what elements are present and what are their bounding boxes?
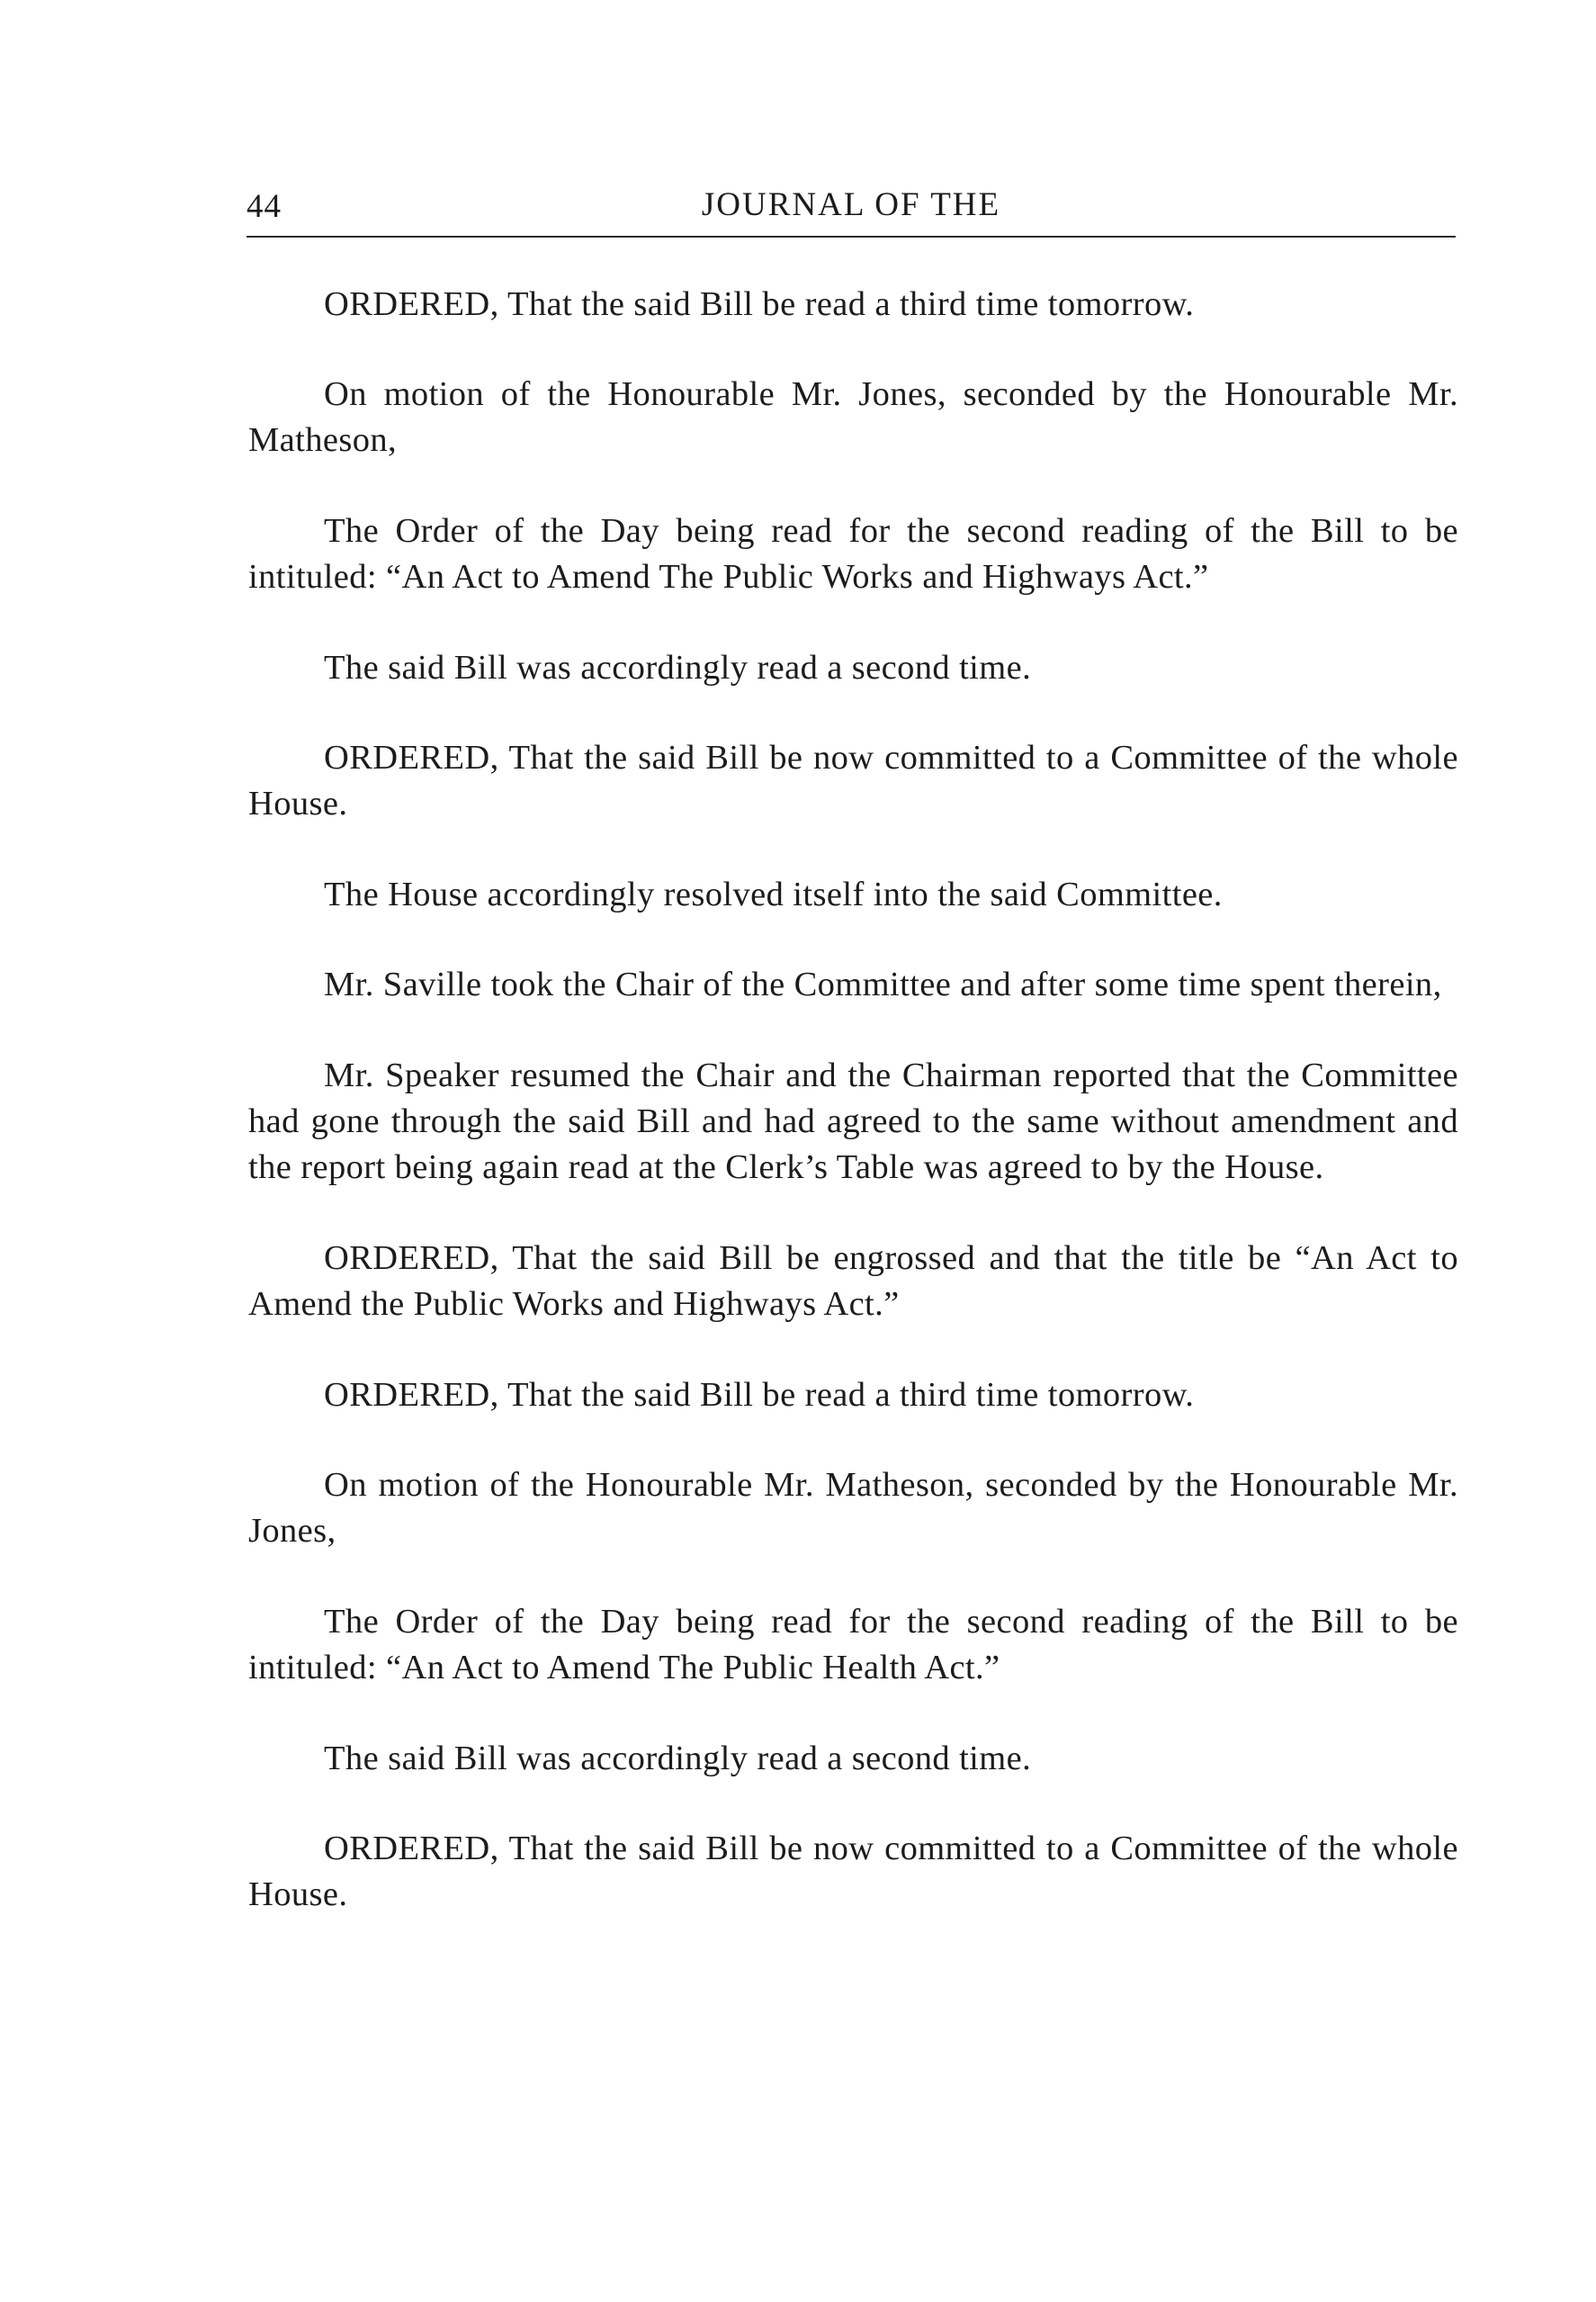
running-head: JOURNAL OF THE	[701, 186, 1001, 223]
paragraph-order-of-day-public-works: The Order of the Day being read for the second reading of the Bill to be intituled: “An Act to Amend The Public Works and Highways Act.”	[248, 512, 1458, 596]
paragraph-motion-jones: On motion of the Honourable Mr. Jones, seconded by the Honourable Mr. Matheson,	[248, 375, 1458, 459]
page-header	[247, 180, 1456, 238]
page-number: 44	[247, 188, 282, 225]
paragraph-saville-chair: Mr. Saville took the Chair of the Committee and after some time spent therein,	[324, 966, 1442, 1003]
paragraph-second-reading-2: The said Bill was accordingly read a second time.	[324, 1740, 1032, 1777]
paragraph-order-of-day-public-health: The Order of the Day being read for the second reading of the Bill to be intituled: “An Act to Amend The Public Health Act.”	[248, 1603, 1458, 1686]
paragraph-ordered-third-reading-2: ORDERED, That the said Bill be read a third time tomorrow.	[324, 1376, 1195, 1414]
paragraph-motion-matheson: On motion of the Honourable Mr. Matheson, seconded by the Honourable Mr. Jones,	[248, 1466, 1458, 1550]
paragraph-ordered-committed: ORDERED, That the said Bill be now committed to a Committee of the whole House.	[248, 739, 1458, 823]
paragraph-second-reading: The said Bill was accordingly read a second time.	[324, 649, 1032, 687]
paragraph-ordered-third-reading: ORDERED, That the said Bill be read a third time tomorrow.	[324, 285, 1195, 323]
paragraph-ordered-engrossed: ORDERED, That the said Bill be engrossed and that the title be “An Act to Amend the Public Works and Highways Act.”	[248, 1239, 1458, 1323]
paragraph-house-resolved: The House accordingly resolved itself into the said Committee.	[324, 876, 1223, 913]
journal-body	[248, 282, 1458, 1963]
paragraph-speaker-resumed: Mr. Speaker resumed the Chair and the Chairman reported that the Committee had gone through the said Bill and had agreed to the same without amendment and the report being again read at the Clerk’s Table was agreed to by the House.	[248, 1057, 1458, 1186]
paragraph-ordered-committed-2: ORDERED, That the said Bill be now committed to a Committee of the whole House.	[248, 1830, 1458, 1913]
